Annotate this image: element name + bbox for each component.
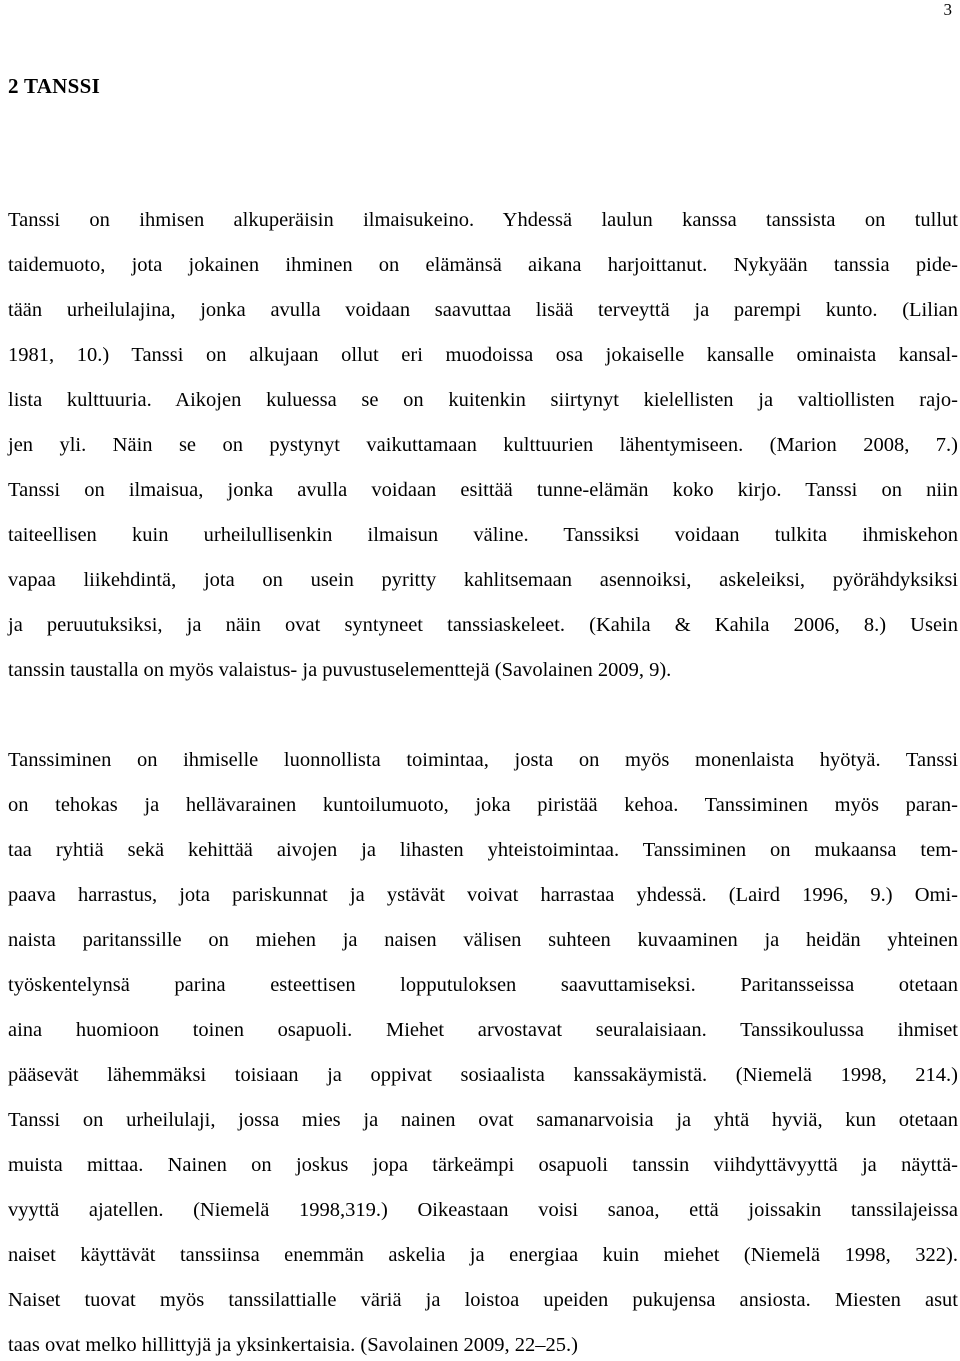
text-line: taiteellisen kuin urheilullisenkin ilmaisun väline. Tanssiksi voidaan tulkita ihmiskehon [8,524,958,546]
text-line: tään urheilulajina, jonka avulla voidaan saavuttaa lisää terveyttä ja parempi kunto. (Lilian [8,299,958,321]
text-line: vyyttä ajatellen. (Niemelä 1998,319.) Oikeastaan voisi sanoa, että joissakin tanssilajeissa [8,1199,958,1221]
text-line: on tehokas ja hellävarainen kuntoilumuoto, joka piristää kehoa. Tanssiminen myös paran- [8,794,958,816]
text-line: taidemuoto, jota jokainen ihminen on elämänsä aikana harjoittanut. Nykyään tanssia pide- [8,254,958,276]
text-line: jen yli. Näin se on pystynyt vaikuttamaan kulttuurien lähentymiseen. (Marion 2008, 7.) [8,434,958,456]
text-line: Tanssi on urheilulaji, jossa mies ja nainen ovat samanarvoisia ja yhtä hyviä, kun otetaan [8,1109,958,1131]
text-line: tanssin taustalla on myös valaistus- ja puvustuselementtejä (Savolainen 2009, 9). [8,659,672,681]
text-line: työskentelynsä parina esteettisen lopputuloksen saavuttamiseksi. Paritansseissa otetaan [8,974,958,996]
text-line: 1981, 10.) Tanssi on alkujaan ollut eri muodoissa osa jokaiselle kansalle ominaista kansal- [8,344,958,366]
text-line: pääsevät lähemmäksi toisiaan ja oppivat sosiaalista kanssakäymistä. (Niemelä 1998, 214.) [8,1064,958,1086]
text-line: aina huomioon toinen osapuoli. Miehet arvostavat seuralaisiaan. Tanssikoulussa ihmiset [8,1019,958,1041]
text-line: Tanssiminen on ihmiselle luonnollista toimintaa, josta on myös monenlaista hyötyä. Tanssi [8,749,958,771]
text-line: muista mittaa. Nainen on joskus jopa tärkeämpi osapuoli tanssin viihdyttävyyttä ja näyttä- [8,1154,958,1176]
chapter-heading: 2 TANSSI [8,74,101,98]
text-line: lista kulttuuria. Aikojen kuluessa se on kuitenkin siirtynyt kielellisten ja valtiollisten rajo- [8,389,958,411]
text-line: vapaa liikehdintä, jota on usein pyritty kahlitsemaan asennoiksi, askeleiksi, pyörähdyksiksi [8,569,958,591]
text-line: Tanssi on ilmaisua, jonka avulla voidaan esittää tunne-elämän koko kirjo. Tanssi on niin [8,479,958,501]
text-line: ja peruutuksiksi, ja näin ovat syntyneet tanssiaskeleet. (Kahila & Kahila 2006, 8.) Usein [8,614,958,636]
text-line: taa ryhtiä sekä kehittää aivojen ja lihasten yhteistoimintaa. Tanssiminen on mukaansa tem- [8,839,958,861]
text-line: paava harrastus, jota pariskunnat ja ystävät voivat harrastaa yhdessä. (Laird 1996, 9.) Omi- [8,884,958,906]
text-line: Naiset tuovat myös tanssilattialle väriä ja loistoa upeiden pukujensa ansiosta. Miesten asut [8,1289,958,1311]
text-line: naiset käyttävät tanssiinsa enemmän askelia ja energiaa kuin miehet (Niemelä 1998, 322). [8,1244,958,1266]
page-number: 3 [943,0,952,19]
text-line: Tanssi on ihmisen alkuperäisin ilmaisukeino. Yhdessä laulun kanssa tanssista on tullut [8,209,958,231]
text-line: naista paritanssille on miehen ja naisen välisen suhteen kuvaaminen ja heidän yhteinen [8,929,958,951]
text-line: taas ovat melko hillittyjä ja yksinkertaisia. (Savolainen 2009, 22–25.) [8,1334,578,1356]
